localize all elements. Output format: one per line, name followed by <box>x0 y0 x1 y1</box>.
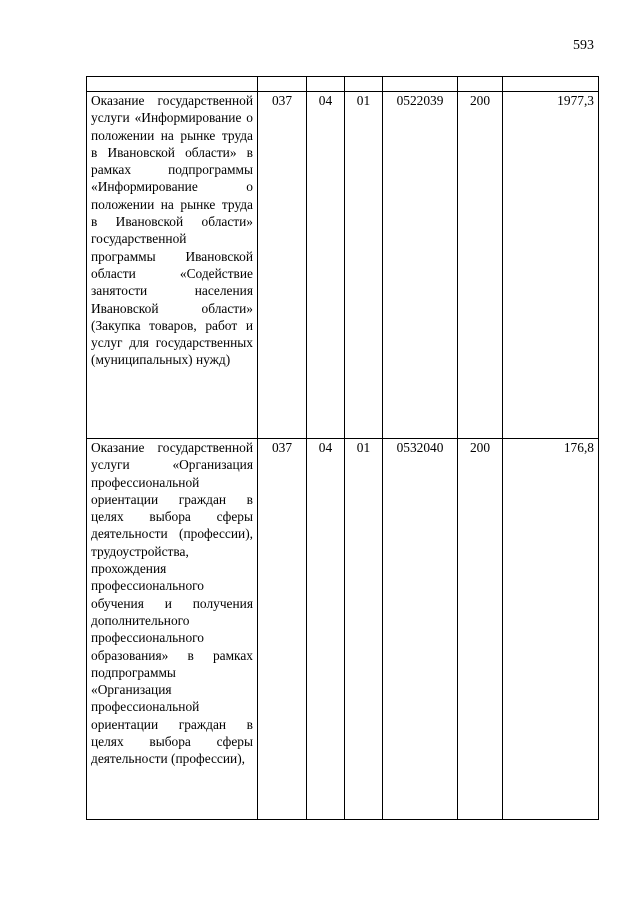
row-description: Оказание государственной услуги «Организация профессиональной ориентации граждан в целях выбора сферы деятельности (профессии), трудоустройства, прохождения профессионального обучения и получения дополнительного профессионального образования» в рамках подпрограммы «Организация профессиональной ориентации граждан в целях выбора сферы деятельности (профессии), <box>87 439 258 820</box>
target-article-cell: 0532040 <box>383 439 458 820</box>
target-article-cell: 0522039 <box>383 92 458 439</box>
subsection-cell: 01 <box>345 92 383 439</box>
admin-code-cell: 037 <box>258 439 307 820</box>
budget-table <box>86 76 599 820</box>
subsection-cell: 01 <box>345 439 383 820</box>
expense-type-cell: 200 <box>458 439 503 820</box>
header-cell <box>307 77 345 92</box>
amount-cell: 176,8 <box>503 439 599 820</box>
table-row <box>87 92 599 439</box>
header-cell <box>87 77 258 92</box>
header-cell <box>345 77 383 92</box>
table-header-row <box>87 77 599 92</box>
section-cell: 04 <box>307 92 345 439</box>
row-description: Оказание государственной услуги «Информирование о положении на рынке труда в Ивановской области» в рамках подпрограммы «Информирование о положении на рынке труда в Ивановской области» государственной программы Ивановской области «Содействие занятости населения Ивановской области» (Закупка товаров, работ и услуг для государственных (муниципальных) нужд) <box>87 92 258 439</box>
header-cell <box>458 77 503 92</box>
header-cell <box>503 77 599 92</box>
expense-type-cell: 200 <box>458 92 503 439</box>
header-cell <box>383 77 458 92</box>
page-number: 593 <box>573 38 594 53</box>
amount-cell: 1977,3 <box>503 92 599 439</box>
admin-code-cell: 037 <box>258 92 307 439</box>
section-cell: 04 <box>307 439 345 820</box>
table-row <box>87 439 599 820</box>
header-cell <box>258 77 307 92</box>
